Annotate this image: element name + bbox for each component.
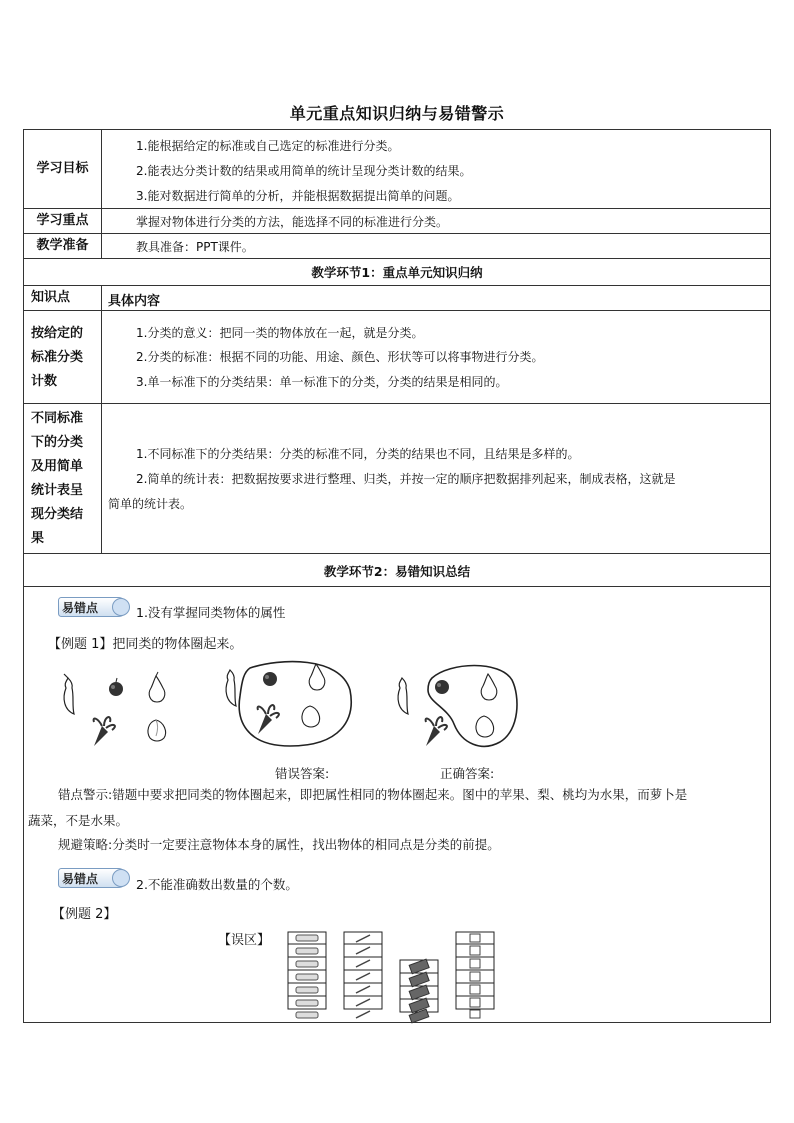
row-divider [23, 258, 771, 259]
badge-text: 易错点 [62, 872, 99, 886]
peach-icon [302, 706, 320, 727]
badge-text: 易错点 [62, 601, 99, 615]
wrong-answer-circle [239, 662, 351, 746]
label-line: 统计表呈 [31, 483, 84, 498]
row-divider [23, 285, 771, 286]
carrot-icon [258, 705, 279, 734]
page-title: 单元重点知识归纳与易错警示 [289, 104, 505, 123]
row-divider [23, 208, 771, 209]
warning-line: 蔬菜，不是水果。 [28, 813, 129, 828]
row-divider [23, 403, 771, 404]
pepper-icon [226, 670, 236, 706]
column-divider [101, 129, 102, 258]
pepper-icon [398, 678, 408, 714]
label-line: 现分类结 [31, 507, 84, 522]
badge-circle [112, 869, 130, 887]
focus-label: 学习重点 [36, 212, 89, 228]
wrong-answer-label: 错误答案: [275, 766, 330, 781]
knowledge-item: 2.简单的统计表：把数据按要求进行整理、归类，并按一定的顺序把数据排列起来，制成表格，这就是 [136, 472, 676, 486]
apple-icon [435, 680, 449, 694]
label-line: 标准分类 [31, 350, 84, 365]
carrot-icon [94, 717, 115, 746]
pictograph [288, 930, 508, 1020]
row-divider [23, 310, 771, 311]
prep-text: 教具准备：PPT课件。 [136, 240, 254, 254]
carrot-icon [426, 717, 447, 746]
error-warning [28, 782, 766, 834]
pictograph-column-1 [288, 932, 326, 1018]
objectives-label: 学习目标 [36, 160, 89, 176]
knowledge-item: 1.不同标准下的分类结果：分类的标准不同，分类的结果也不同，且结果是多样的。 [136, 447, 580, 461]
col-content: 具体内容 [108, 294, 161, 309]
pictograph-column-3 [400, 959, 438, 1023]
pepper-icon [64, 674, 74, 714]
section2-heading: 教学环节2：易错知识总结 [323, 564, 471, 579]
pictograph-column-4 [456, 932, 494, 1018]
section1-heading: 教学环节1：重点单元知识归纳 [311, 265, 483, 280]
pear-icon [309, 664, 325, 690]
prep-label: 教学准备 [36, 237, 89, 253]
objective-item: 1.能根据给定的标准或自己选定的标准进行分类。 [136, 139, 400, 153]
correct-answer-circle [428, 666, 517, 747]
label-line: 计数 [31, 374, 58, 389]
knowledge-item: 简单的统计表。 [108, 497, 193, 511]
mistake-zone-label: 【误区】 [218, 933, 271, 948]
apple-icon [109, 678, 123, 696]
knowledge-label-2 [24, 406, 101, 552]
pear-icon [149, 672, 165, 702]
label-line: 果 [31, 531, 45, 546]
row-divider [23, 586, 771, 587]
objective-item: 3.能对数据进行简单的分析，并能根据数据提出简单的问题。 [136, 189, 460, 203]
pear-icon [481, 674, 497, 700]
warning-line: 错点警示:错题中要求把同类的物体圈起来，即把属性相同的物体圈起来。图中的苹果、梨、桃均为水果，而萝卜是 [58, 787, 688, 802]
avoid-strategy: 规避策略:分类时一定要注意物体本身的属性，找出物体的相同点是分类的前提。 [58, 837, 500, 852]
peach-icon [476, 716, 494, 737]
focus-text: 掌握对物体进行分类的方法，能选择不同的标准进行分类。 [136, 215, 449, 229]
row-divider [23, 553, 771, 554]
peach-icon [148, 720, 166, 741]
error-point-2: 2.不能准确数出数量的个数。 [136, 877, 298, 892]
example-1-illustration [50, 660, 530, 760]
correct-answer-label: 正确答案: [440, 766, 495, 781]
knowledge-item: 2.分类的标准：根据不同的功能、用途、颜色、形状等可以将事物进行分类。 [136, 350, 544, 364]
example-1-prompt: 【例题 1】把同类的物体圈起来。 [48, 637, 243, 652]
label-line: 及用简单 [31, 459, 84, 474]
apple-icon [263, 672, 277, 686]
pictograph-column-2 [344, 932, 382, 1018]
example-2-prompt: 【例题 2】 [52, 907, 117, 922]
col-knowledge-point: 知识点 [31, 289, 71, 305]
knowledge-label-1 [24, 318, 101, 398]
objective-item: 2.能表达分类计数的结果或用简单的统计呈现分类计数的结果。 [136, 164, 472, 178]
label-line: 下的分类 [31, 435, 84, 450]
label-line: 按给定的 [31, 326, 84, 341]
error-point-1: 1.没有掌握同类物体的属性 [136, 605, 286, 620]
knowledge-item: 1.分类的意义：把同一类的物体放在一起，就是分类。 [136, 326, 424, 340]
knowledge-item: 3.单一标准下的分类结果：单一标准下的分类，分类的结果是相同的。 [136, 375, 508, 389]
error-point-badge [58, 597, 128, 617]
error-point-badge [58, 868, 128, 888]
row-divider [23, 233, 771, 234]
label-line: 不同标准 [31, 411, 84, 426]
column-divider [101, 285, 102, 553]
badge-circle [112, 598, 130, 616]
